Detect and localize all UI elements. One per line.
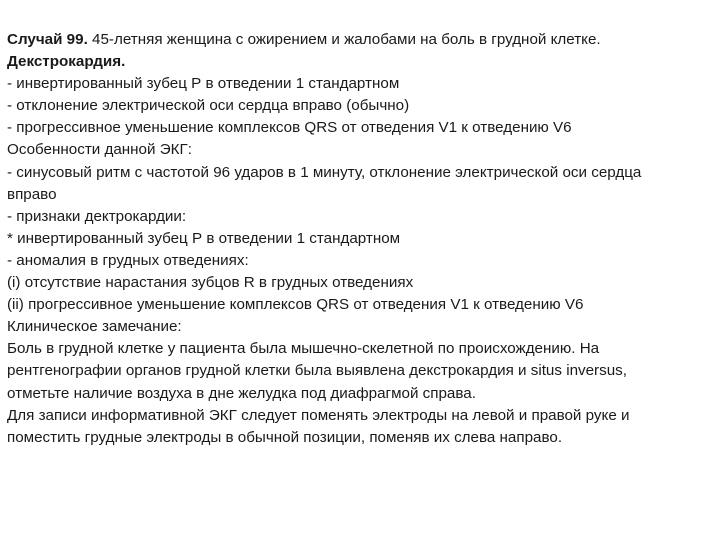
text-line: - отклонение электрической оси сердца вправо (обычно)	[7, 97, 410, 115]
text-line: поместить грудные электроды в обычной позиции, поменяв их слева направо.	[7, 428, 563, 446]
case-title-line	[7, 29, 713, 51]
diagnosis-heading: Декстрокардия.	[7, 53, 126, 71]
text-line: (i) отсутствие нарастания зубцов R в грудных отведениях	[7, 274, 414, 292]
text-line: - синусовый ритм с частотой 96 ударов в 1 минуту, отклонение электрической оси сердца	[7, 163, 642, 181]
text-line: отметьте наличие воздуха в дне желудка под диафрагмой справа.	[7, 384, 476, 402]
text-line: - аномалия в грудных отведениях:	[7, 251, 249, 269]
text-line: Для записи информативной ЭКГ следует поменять электроды на левой и правой руке и	[7, 406, 630, 424]
text-line: вправо	[7, 185, 57, 203]
text-line: Боль в грудной клетке у пациента была мышечно-скелетной по происхождению. На	[7, 340, 600, 358]
text-line: - инвертированный зубец Р в отведении 1 стандартном	[7, 75, 400, 93]
text-line: рентгенографии органов грудной клетки была выявлена декстрокардия и situs inversus,	[7, 362, 627, 380]
text-line: - прогрессивное уменьшение комплексов QRS от отведения V1 к отведению V6	[7, 119, 572, 137]
section-heading-ecg-features: Особенности данной ЭКГ:	[7, 141, 192, 159]
case-description: 45-летняя женщина с ожирением и жалобами на боль в грудной клетке.	[87, 31, 601, 48]
case-number: Случай 99.	[7, 31, 88, 48]
text-line: * инвертированный зубец Р в отведении 1 стандартном	[7, 229, 401, 247]
text-line: - признаки дектрокардии:	[7, 207, 187, 225]
case-text	[7, 29, 713, 449]
section-heading-clinical-note: Клиническое замечание:	[7, 318, 182, 336]
text-line: (ii) прогрессивное уменьшение комплексов QRS от отведения V1 к отведению V6	[7, 296, 584, 314]
